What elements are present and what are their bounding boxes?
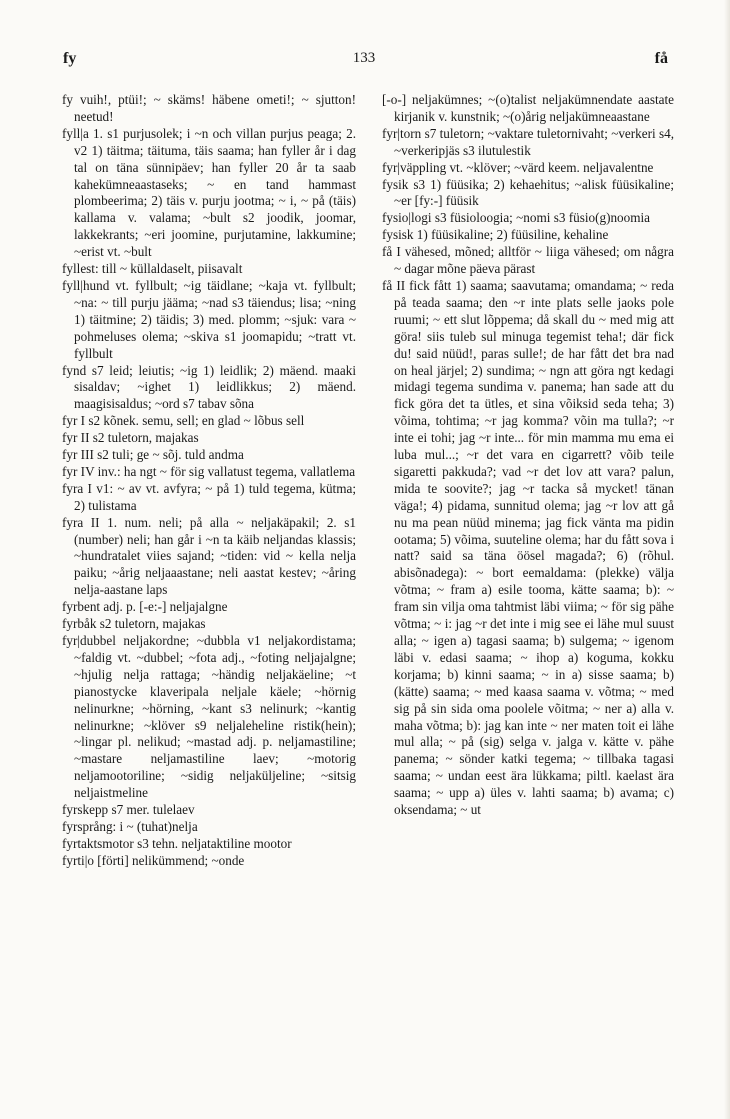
dictionary-entry: fyrbent adj. p. [-e:-] neljajalgne [62,599,228,615]
dictionary-entry: få I vähesed, mõned; alltför ~ liiga vähesed; om några ~ dagar mõne päeva pärast [382,244,674,277]
dictionary-entry: fyll|a 1. s1 purjusolek; i ~n och villan purjus peaga; 2. v2 1) täitma; täituma, täis saama; han fyller år i dag tal on täna sünnipäev; han fyller 20 år ta saab kahekümneaastaseks; ~ en tand hammast plombeerima; 2) täis v. purju jootma; ~ i, ~ på (täis) kallama v. valama; ~bult s2 joodik, joomar, lakkekrants; ~eri joomine, purjutamine, lakkumine; ~erist vt. ~bult [62,125,356,260]
header-first-guide-word: fy [63,50,77,67]
dictionary-entry: fyr II s2 tuletorn, majakas [62,430,199,446]
page-edge-shadow [724,0,730,1119]
dictionary-entry: fysio|logi s3 füsioloogia; ~nomi s3 füsio(g)noomia [382,210,651,226]
header-last-guide-word: få [654,50,668,67]
dictionary-entry: fyra II 1. num. neli; på alla ~ neljakäpakil; 2. s1 (number) neli; han går i ~n ta käib neljandas klassis; ~hundratalet viies sajand; ~tiden: vid ~ kella nelja paiku; ~årig neljaaastane; neli aastat kestev; ~åring nelja-aastane laps [62,514,356,598]
dictionary-entry: fysik s3 1) füüsika; 2) kehaehitus; ~alisk füüsikaline; ~er [fy:-] füüsik [382,176,674,209]
dictionary-entry: fyrsprång: i ~ (tuhat)nelja [62,818,198,834]
left-column [62,92,356,870]
dictionary-entry: fyrskepp s7 mer. tulelaev [62,802,195,818]
page-header [60,50,668,74]
dictionary-entry: [-o-] neljakümnes; ~(o)talist neljakümnendate aastate kirjanik v. kunstnik; ~(o)årig neljakümneaastane [382,92,674,124]
dictionary-entry: fyr IV inv.: ha ngt ~ för sig vallatust tegema, vallatlema [62,463,356,479]
dictionary-entry: fyr|väppling vt. ~klöver; ~värd keem. neljavalentne [382,159,654,175]
dictionary-entry: fysisk 1) füüsikaline; 2) füüsiline, kehaline [382,227,609,243]
dictionary-entry: få II fick fått 1) saama; saavutama; omandama; ~ reda på teada saama; den ~r inte plats selle jaoks pole ruumi; ~ ett slut lõppema; då skall du ~ med mig att göra! siis tuleb sul minuga tegemist teha!; där fick du! said nüüd!, paras sulle!; de har fått det bra nad on heal järjel; 2) sundima; ~ ngn att göra ngt kedagi midagi tegema sundima v. panema; han sade att du fick göra det ta ütles, et sina võiksid seda teha; 3) võima, tohtima; ~r jag komma? võin ma tulla?; ~r inte ei tohi; jag ~r inte... för min mamma mu ema ei luba mul...; ~r det vara en cigarrett? võib teile sigaretti pakkuda?; vad ~r det lov att vara? palun, mida te soovite?; jag ~r tacka så mycket! tänan väga!; 4) pidama, sunnitud olema; jag ~r lov att gå nu ma pean nüüd minema; jag fick vänta ma pidin ootama; 5) võima, suuteline olema; har du fått sova i natt? said sa täna öösel magada?; 6) (rõhul. abisõnadega): ~ bort eemaldama: (plekke) välja võtma; ~ fram a) esile tooma, kätte saama; b): ~ fram sin vilja oma tahtmist läbi viima; ~ för sig pähe võtma; ~ i: jag ~r det inte i mig see ei lähe mul suust alla; ~ igen a) tagasi saama; b) sulgema; ~ igenom läbi v. edasi saama; ~ ihop a) koguma, kokku korjama; b) kinni saama; ~ in a) sisse saama; b) (kätte) saama; ~ med kaasa saama v. võtma; ~ med sig på sin sida oma poolele võitma; ~ ner a) alla v. maha võtma; b): jag kan inte ~ ner maten toit ei lähe mul alla; ~ på (sig) selga v. jalga v. kätte v. pähe panema; ~ sönder katki tegema; ~ tillbaka tagasi saama; ~ undan eest ära lükkama; piltl. kaelast ära saama; ~ upp a) üles v. lahti saama; b) avama; c) oksendama; ~ ut [382,277,674,818]
dictionary-entry: fyrbåk s2 tuletorn, majakas [62,616,206,632]
dictionary-entry: fynd s7 leid; leiutis; ~ig 1) leidlik; 2) mäend. maaki sisaldav; ~ighet 1) leidlikkus; 2) mäend. maagisisaldus; ~ord s7 tabav sõna [62,362,356,412]
dictionary-entry: fyr|dubbel neljakordne; ~dubbla v1 neljakordistama; ~faldig vt. ~dubbel; ~fota adj., ~foting neljajalgne; ~hjulig nelja rattaga; ~händig neljakäeline; ~t pianostycke klaveripala neljale käele; ~hörnig nelinurkne; ~hörning, ~kant s3 nelinurk; ~kantig nelinurkne; ~klöver s9 neljaleheline ristik(hein); ~lingar pl. nelikud; ~mastad adj. p. neljamastiline; ~mastare neljamastiline laev; ~motorig neljamootoriline; ~sidig neljaküljeline; ~sitsig neljaistmeline [62,633,356,801]
dictionary-entry: fyr I s2 kõnek. semu, sell; en glad ~ lõbus sell [62,413,305,429]
page-number: 133 [352,50,376,66]
right-column [382,92,674,819]
dictionary-entry: fyllest: till ~ küllaldaselt, piisavalt [62,261,243,277]
dictionary-entry: fyr|torn s7 tuletorn; ~vaktare tuletornivaht; ~verkeri s4, ~verkeripjäs s3 ilutulestik [382,125,674,158]
dictionary-entry: fyra I v1: ~ av vt. avfyra; ~ på 1) tuld tegema, kütma; 2) tulistama [62,480,356,513]
dictionary-entry: fyrti|o [förti] nelikümmend; ~onde [62,852,245,868]
dictionary-entry: fyll|hund vt. fyllbult; ~ig täidlane; ~kaja vt. fyllbult; ~na: ~ till purju jääma; ~nad s3 täiendus; lisa; ~ning 1) täitmine; 2) täidis; 3) med. plomm; ~sjuk: vara ~ pohmeluses olema; ~skiva s1 joomapidu; ~tratt vt. fyllbult [62,277,356,361]
dictionary-entry: fyr III s2 tuli; ge ~ sõj. tuld andma [62,447,244,463]
dictionary-entry: fy vuih!, ptüi!; ~ skäms! häbene ometi!; ~ sjutton! neetud! [62,92,356,124]
dictionary-entry: fyrtaktsmotor s3 tehn. neljataktiline mootor [62,835,292,851]
